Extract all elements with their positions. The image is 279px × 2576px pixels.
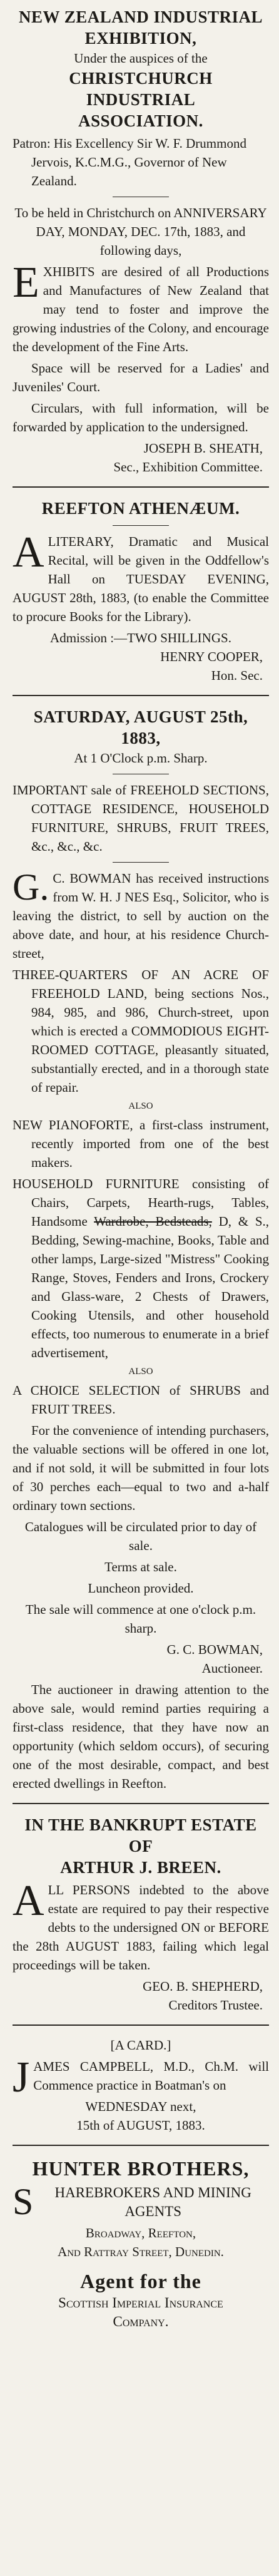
hunter-address-2: And Rattray Street, Dunedin. bbox=[58, 2244, 224, 2259]
bankrupt-body: ALL PERSONS indebted to the above estate are required to pay their respective debts to the undersigned ON or BEFORE the 28th AUGUST 1883, failing which legal proceedings will be taken. bbox=[13, 1877, 269, 1973]
auction-time: At 1 O'Clock p.m. Sharp. bbox=[74, 751, 208, 766]
exhibition-signature-title: Sec., Exhibition Committee. bbox=[113, 459, 263, 475]
bankrupt-ad bbox=[13, 1814, 269, 2014]
card-ad bbox=[13, 2036, 269, 2135]
auction-luncheon: Luncheon provided. bbox=[88, 1581, 194, 1596]
athenaeum-signature-title: Hon. Sec. bbox=[211, 668, 263, 683]
section-rule bbox=[13, 2024, 269, 2026]
exhibition-ad bbox=[13, 6, 269, 476]
divider bbox=[113, 862, 169, 863]
bankrupt-signature-title: Creditors Trustee. bbox=[168, 1998, 263, 2013]
auction-also-1: ALSO bbox=[128, 1101, 153, 1111]
exhibition-title-line1: NEW ZEALAND INDUSTRIAL bbox=[18, 8, 263, 26]
exhibition-under: Under the auspices of the bbox=[74, 51, 208, 66]
auction-acre: THREE-QUARTERS OF AN ACRE OF FREEHOLD LAND, being sections Nos., 984, 985, and 986, Church-street, upon which is erected a COMMODIOUS EIGHT-ROOMED COTTAGE, pleasantly situated, substantially erected, and in a thorough state of repair. bbox=[13, 967, 269, 1095]
auction-furniture-strike: Wardrobe, Bedsteads, bbox=[94, 1214, 212, 1229]
athenaeum-body: ALITERARY, Dramatic and Musical Recital, will be given in the Oddfellow's Hall on TUESDAY EVENING, AUGUST 28th, 1883, (to enable the Committee to procure Books for the Library). bbox=[13, 528, 269, 624]
exhibition-title-line2: EXHIBITION, bbox=[84, 29, 197, 48]
auction-date: SATURDAY, AUGUST 25th, 1883, bbox=[33, 707, 248, 747]
hunter-ad bbox=[13, 2156, 269, 2331]
hunter-title: HUNTER BROTHERS, bbox=[32, 2157, 250, 2180]
section-rule bbox=[13, 2145, 269, 2146]
exhibition-association-line2: ASSOCIATION. bbox=[78, 111, 203, 130]
auction-signature-title: Auctioneer. bbox=[201, 1661, 263, 1676]
section-rule bbox=[13, 695, 269, 696]
athenaeum-admission: Admission :—TWO SHILLINGS. bbox=[50, 630, 231, 645]
exhibition-space: Space will be reserved for a Ladies' and Juveniles' Court. bbox=[13, 361, 269, 394]
exhibition-held: To be held in Christchurch on ANNIVERSARY DAY, MONDAY, DEC. 17th, 1883, and following days, bbox=[14, 205, 267, 258]
hunter-address-1: Broadway, Reefton, bbox=[85, 2225, 196, 2240]
auction-shrubs: A CHOICE SELECTION of SHRUBS and FRUIT TREES. bbox=[13, 1383, 269, 1417]
auction-attention: The auctioneer in drawing attention to the above sale, would remind parties requiring a first-class residence, that they have now an opportunity (which seldom occurs), of securing one of the most desirable, compact, and best erected dwellings in Reefton. bbox=[13, 1682, 269, 1791]
auction-furniture-b: D, & S., Bedding, Sewing-machine, Books, Table and other lamps, Large-sized "Mistress" Cooking Range, Stoves, Fenders and Irons, Crockery and Glass-ware, 2 Chests of Drawers, Cooking Utensils, and other household effects, too numerous to enumerate in a brief advertisement, bbox=[31, 1214, 269, 1360]
section-rule bbox=[13, 486, 269, 488]
auction-piano: NEW PIANOFORTE, a first-class instrument, recently imported from one of the best makers. bbox=[13, 1117, 269, 1170]
bankrupt-title-line1: IN THE BANKRUPT ESTATE OF bbox=[24, 1815, 257, 1855]
divider bbox=[113, 525, 169, 526]
exhibition-patron: Patron: His Excellency Sir W. F. Drummond Jervois, K.C.M.G., Governor of New Zealand. bbox=[13, 136, 246, 188]
athenaeum-ad bbox=[13, 498, 269, 685]
section-rule bbox=[13, 1803, 269, 1804]
hunter-company-1: Scottish Imperial Insurance bbox=[58, 2295, 223, 2311]
auction-important: IMPORTANT sale of FREEHOLD SECTIONS, COTTAGE RESIDENCE, HOUSEHOLD FURNITURE, SHRUBS, FRUIT TREES, &c., &c., &c. bbox=[13, 783, 269, 854]
exhibition-association-line1: CHRISTCHURCH INDUSTRIAL bbox=[69, 69, 213, 109]
exhibition-signature-name: JOSEPH B. SHEATH, bbox=[143, 441, 263, 456]
exhibition-body: EXHIBITS are desired of all Productions and Manufactures of New Zealand that may tend to foster and improve the growing industries of the Colony, and encourage the development of the Fine Arts. bbox=[13, 259, 269, 354]
athenaeum-title: REEFTON ATHENÆUM. bbox=[41, 499, 240, 518]
auction-convenience: For the convenience of intending purchasers, the valuable sections will be offered in one lot, and if not sold, it will be submitted in four lots of 30 perches each—equal to two and a-half ordinary town sections. bbox=[13, 1423, 269, 1513]
auction-ad bbox=[13, 706, 269, 1793]
auction-commence: The sale will commence at one o'clock p.m. sharp. bbox=[25, 1602, 256, 1636]
exhibition-circulars: Circulars, with full information, will be forwarded by application to the undersigned. bbox=[13, 401, 269, 434]
auction-signature-name: G. C. BOWMAN, bbox=[166, 1642, 263, 1657]
card-title: [A CARD.] bbox=[110, 2038, 171, 2053]
card-body: JAMES CAMPBELL, M.D., Ch.M. will Commence practice in Boatman's on bbox=[13, 2053, 269, 2101]
bankrupt-signature-name: GEO. B. SHEPHERD, bbox=[143, 1979, 263, 1994]
auction-furniture-a: HOUSEHOLD FURNITURE consisting of Chairs, Carpets, Hearth-rugs, Tables, Handsome bbox=[13, 1176, 269, 1229]
hunter-company-2: Company. bbox=[113, 2314, 169, 2329]
auction-catalogues: Catalogues will be circulated prior to day of sale. bbox=[24, 1519, 257, 1553]
auction-intro: G.C. BOWMAN has received instructions from W. H. J NES Esq., Solicitor, who is leaving the district, to sell by auction on the above date, and hour, at his residence Church-street, bbox=[13, 866, 269, 961]
bankrupt-title-line2: ARTHUR J. BREEN. bbox=[60, 1858, 221, 1877]
athenaeum-signature-name: HENRY COOPER, bbox=[160, 649, 263, 664]
hunter-subtitle: SHAREBROKERS AND MINING AGENTS bbox=[13, 2181, 251, 2222]
auction-terms: Terms at sale. bbox=[104, 1559, 177, 1574]
card-day: WEDNESDAY next, bbox=[85, 2099, 196, 2114]
auction-also-2: ALSO bbox=[128, 1367, 153, 1377]
hunter-agent: Agent for the bbox=[80, 2270, 201, 2292]
card-date: 15th of AUGUST, 1883. bbox=[76, 2118, 205, 2133]
auction-furniture bbox=[13, 1174, 269, 1362]
